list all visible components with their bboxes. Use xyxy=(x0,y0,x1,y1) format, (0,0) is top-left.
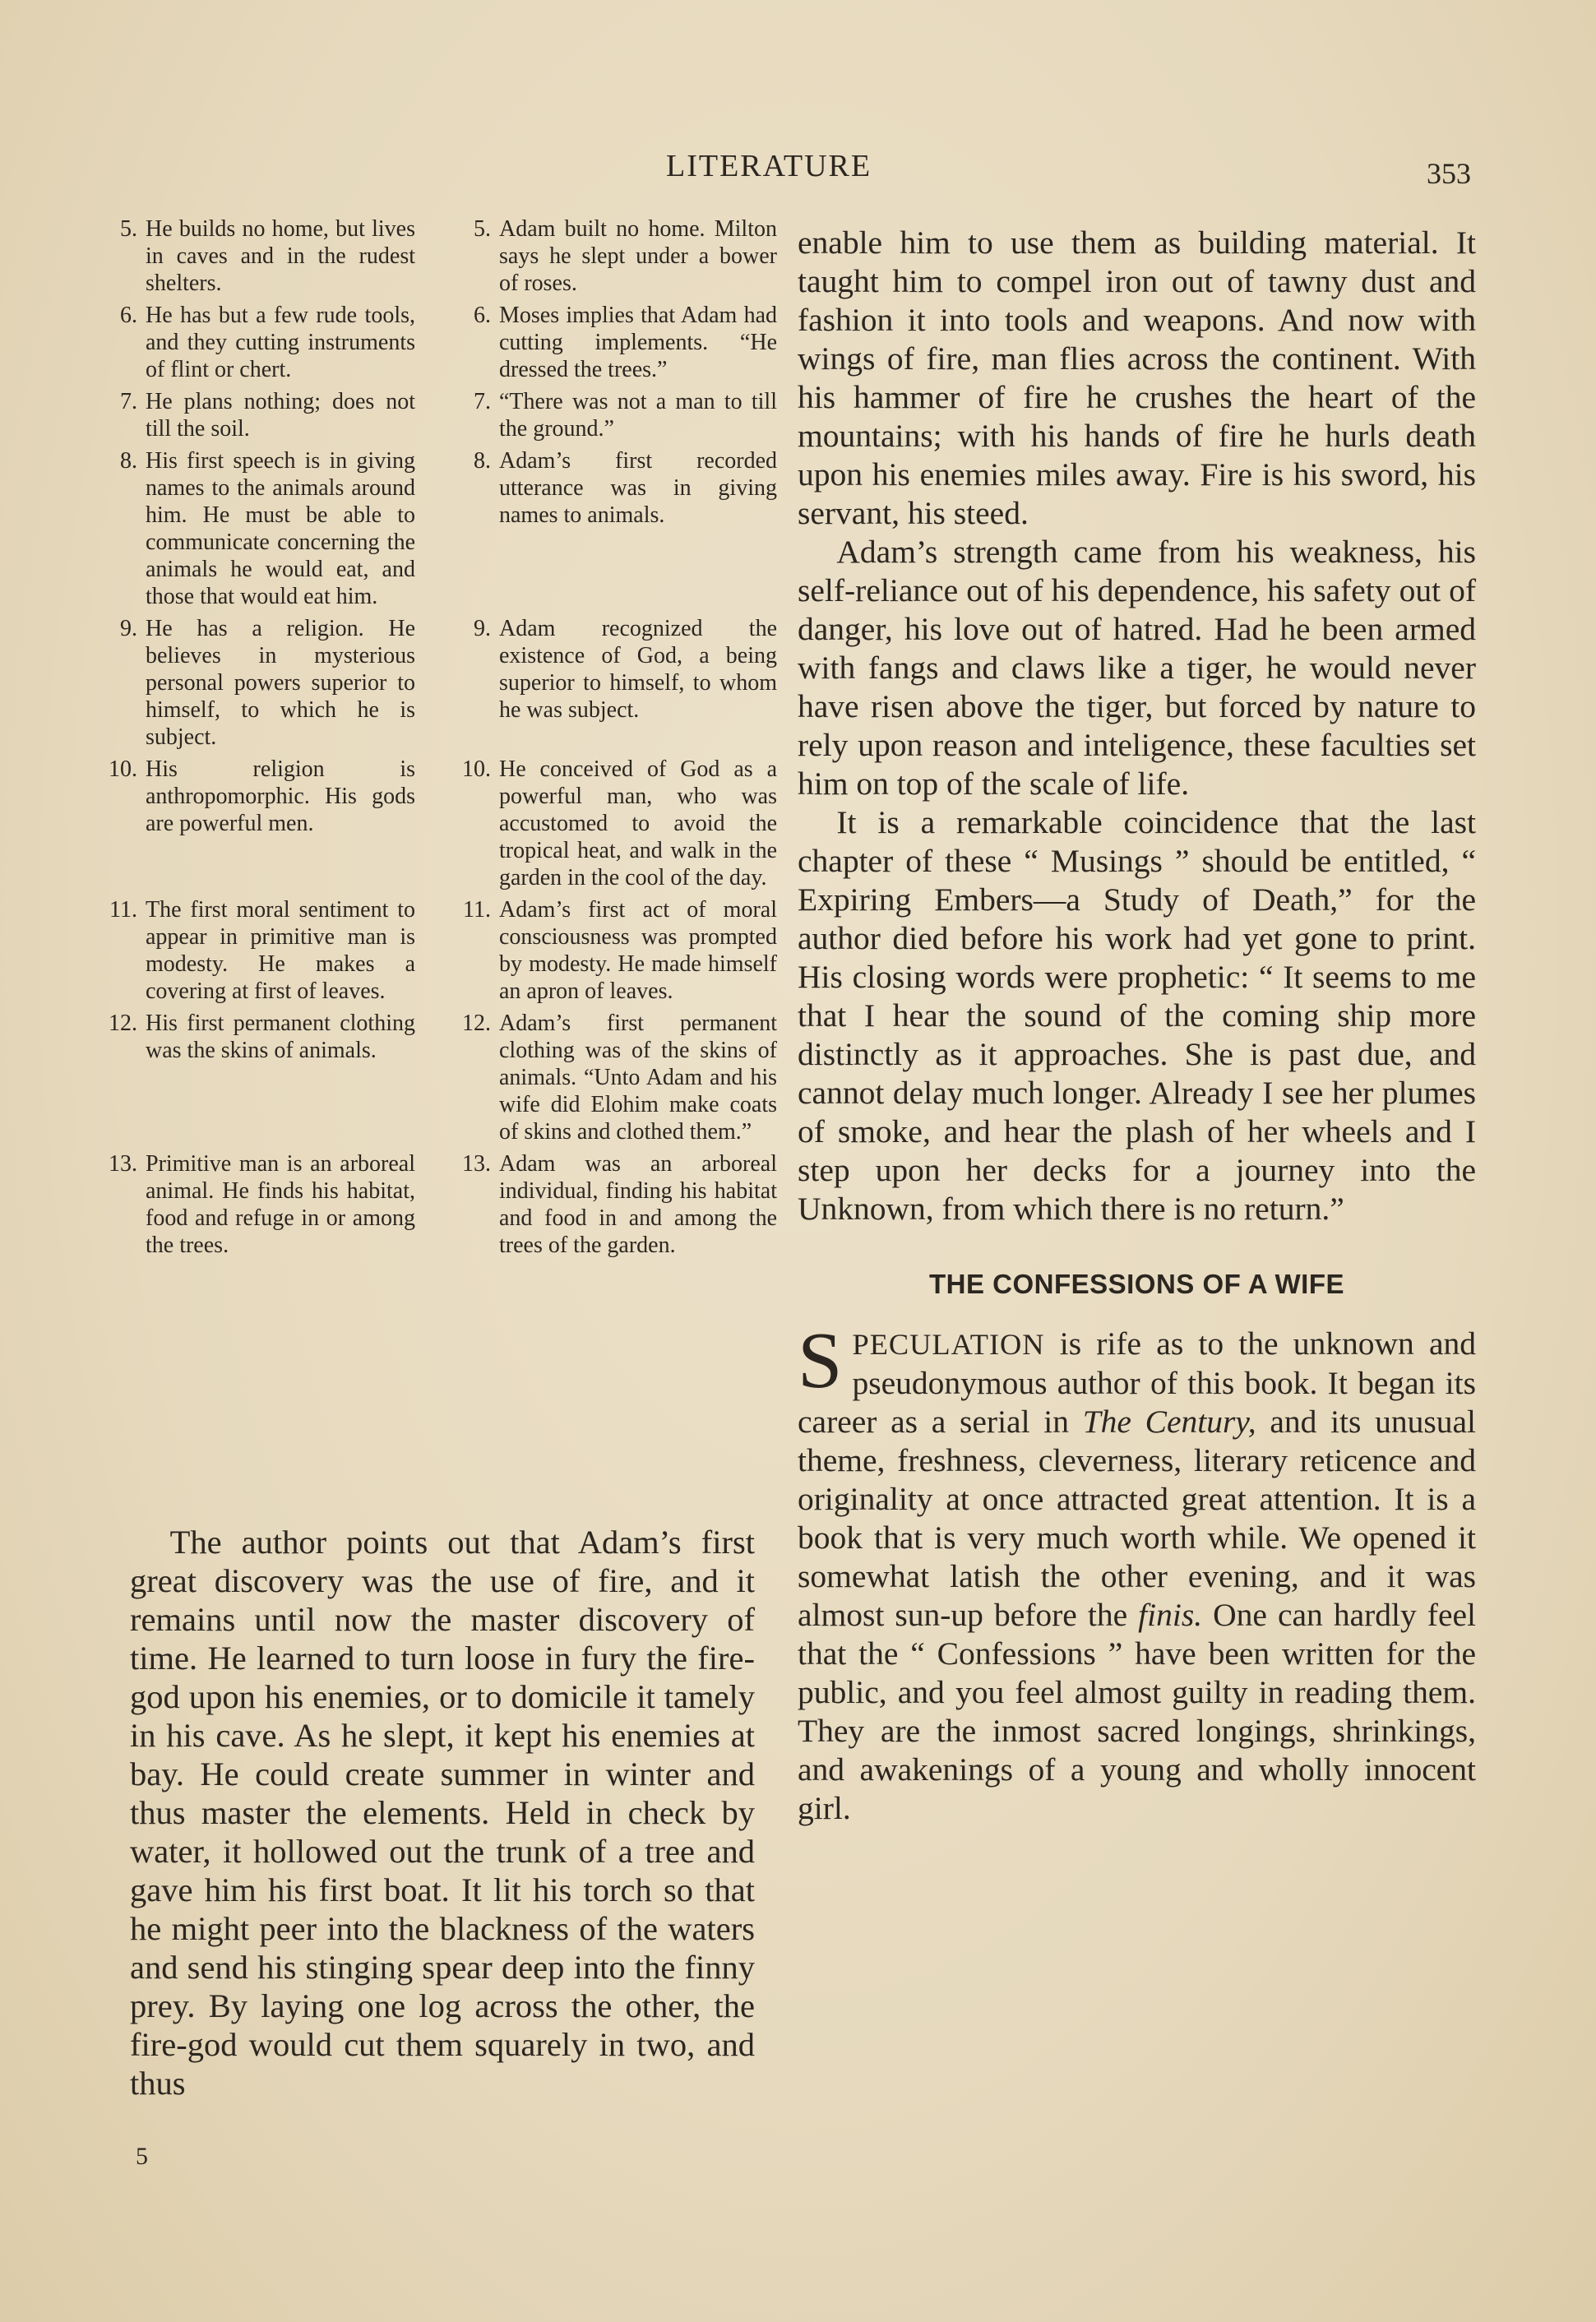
item-text: Adam was an arboreal individual, finding his habitat and food in and among the trees of the garden. xyxy=(499,1151,777,1258)
item-text: He has but a few rude tools, and they cutting instruments of flint or chert. xyxy=(146,303,415,382)
right-column xyxy=(798,224,1476,1828)
section-heading: THE CONFESSIONS OF A WIFE xyxy=(928,1269,1345,1299)
text-run: and its unusual theme, freshness, cleverness, literary reticence and originality at once attracted great attention. It is a book that is very much worth while. We opened it somewhat latish the other evening, and it was almost sun-up before the xyxy=(798,1404,1476,1633)
primitive-man-item xyxy=(86,615,415,751)
item-number: 8. xyxy=(120,448,137,474)
item-number: 12. xyxy=(462,1011,491,1036)
adam-item xyxy=(440,615,777,751)
comparison-row xyxy=(86,1010,777,1145)
left-body-text xyxy=(130,1523,755,2102)
comparison-row xyxy=(86,388,777,442)
comparison-row xyxy=(86,215,777,297)
paragraph: enable him to use them as building material. It taught him to compel iron out of tawny dust and fashion it into tools and weapons. And now with wings of fire, man flies across the continent. With his hammer of fire he crushes the heart of the mountains; with his hands of fire he hurls death upon his enemies miles away. Fire is his sword, his servant, his steed. xyxy=(798,224,1476,531)
small-caps-lead: PECULATION xyxy=(852,1328,1045,1361)
adam-item xyxy=(440,1150,777,1259)
item-number: 11. xyxy=(463,897,491,923)
primitive-man-item xyxy=(86,1010,415,1145)
item-number: 11. xyxy=(109,897,137,923)
adam-item xyxy=(440,302,777,383)
item-number: 6. xyxy=(120,303,137,328)
item-number: 5. xyxy=(474,216,491,242)
item-number: 7. xyxy=(474,389,491,414)
primitive-man-item xyxy=(86,302,415,383)
primitive-man-item xyxy=(86,388,415,442)
item-text: Adam recognized the existence of God, a being superior to himself, to whom he was subject. xyxy=(499,616,777,723)
item-number: 13. xyxy=(462,1151,491,1177)
item-text: His religion is anthropomorphic. His gods are powerful men. xyxy=(146,756,415,836)
comparison-row xyxy=(86,302,777,383)
drop-cap: S xyxy=(798,1316,843,1405)
item-text: He has a religion. He believes in mysterious personal powers superior to himself, to which he is subject. xyxy=(146,616,415,750)
item-text: Adam’s first act of moral consciousness was prompted by modesty. He made himself an apron of leaves. xyxy=(499,897,777,1004)
item-text: Moses implies that Adam had cutting implements. “He dressed the trees.” xyxy=(499,303,777,382)
adam-item xyxy=(440,1010,777,1145)
item-number: 8. xyxy=(474,448,491,474)
item-number: 13. xyxy=(109,1151,137,1177)
item-number: 9. xyxy=(474,616,491,641)
primitive-man-item xyxy=(86,896,415,1005)
item-text: He builds no home, but lives in caves and in the rudest shelters. xyxy=(146,216,415,296)
comparison-list xyxy=(86,215,777,1264)
item-text: He plans nothing; does not till the soil. xyxy=(146,389,415,442)
running-title: LITERATURE xyxy=(666,149,872,183)
item-number: 9. xyxy=(120,616,137,641)
book-title-italic: The Century, xyxy=(1082,1404,1256,1440)
item-text: His first permanent clothing was the skins of animals. xyxy=(146,1011,415,1063)
comparison-row xyxy=(86,447,777,610)
item-text: He conceived of God as a powerful man, who was accustomed to avoid the tropical heat, and walk in the garden in the cool of the day. xyxy=(499,756,777,890)
item-text: Adam built no home. Milton says he slept under a bower of roses. xyxy=(499,216,777,296)
adam-item xyxy=(440,447,777,610)
item-text: The first moral sentiment to appear in primitive man is modesty. He makes a covering at first of leaves. xyxy=(146,897,415,1004)
item-text: Primitive man is an arboreal animal. He finds his habitat, food and refuge in or among the trees. xyxy=(146,1151,415,1258)
adam-item xyxy=(440,215,777,297)
primitive-man-item xyxy=(86,215,415,297)
item-text: Adam’s first recorded utterance was in giving names to animals. xyxy=(499,448,777,528)
text-run: One can hardly feel that the “ Confessions ” have been written for the public, and you feel almost guilty in reading them. They are the inmost sacred longings, shrinkings, and awakenings of a young and wholly innocent girl. xyxy=(798,1597,1476,1826)
item-number: 10. xyxy=(462,756,491,782)
paragraph: Adam’s strength came from his weakness, his self-reliance out of his dependence, his safety out of danger, his love out of hatred. Had he been armed with fangs and claws like a tiger, he would never have risen above the tiger, but forced by nature to rely upon reason and inteligence, these faculties set him on top of the scale of life. xyxy=(798,534,1476,802)
paragraph: The author points out that Adam’s first great discovery was the use of fire, and it remains until now the master discovery of time. He learned to turn loose in fury the fire-god upon his enemies, or to domicile it tamely in his cave. As he slept, it kept his enemies at bay. He could create summer in winter and thus master the elements. Held in check by water, it hollowed out the trunk of a tree and gave him his first boat. It lit his torch so that he might peer into the blackness of the waters and send his stinging spear deep into the finny prey. By laying one log across the other, the fire-god would cut them squarely in two, and thus xyxy=(130,1524,755,2102)
item-text: “There was not a man to till the ground.” xyxy=(499,389,777,442)
primitive-man-item xyxy=(86,1150,415,1259)
comparison-row xyxy=(86,615,777,751)
item-number: 7. xyxy=(120,389,137,414)
comparison-row xyxy=(86,896,777,1005)
comparison-row xyxy=(86,1150,777,1259)
item-text: Adam’s first permanent clothing was of the skins of animals. “Unto Adam and his wife did Elohim make coats of skins and clothed them.” xyxy=(499,1011,777,1145)
adam-item xyxy=(440,388,777,442)
adam-item xyxy=(440,896,777,1005)
page-number: 353 xyxy=(1427,157,1471,190)
item-number: 10. xyxy=(109,756,137,782)
text-run: is rife as to the unknown and pseudonymous author of this book. It began its career as a serial in xyxy=(798,1325,1476,1440)
item-number: 12. xyxy=(109,1011,137,1036)
adam-item xyxy=(440,756,777,891)
primitive-man-item xyxy=(86,756,415,891)
item-number: 5. xyxy=(120,216,137,242)
paragraph: It is a remarkable coincidence that the last chapter of these “ Musings ” should be entitled, “ Expiring Embers—a Study of Death,” for the author died before his work had yet gone to print. His closing words were prophetic: “ It seems to me that I hear the sound of the coming ship more distinctly as it approaches. She is past due, and cannot delay much longer. Already I see her plumes of smoke, and hear the plash of her wheels and I step upon her decks for a journey into the Unknown, from which there is no return.” xyxy=(798,804,1476,1227)
item-number: 6. xyxy=(474,303,491,328)
signature-mark: 5 xyxy=(136,2143,148,2170)
review-paragraph xyxy=(798,1316,1476,1828)
primitive-man-item xyxy=(86,447,415,610)
comparison-row xyxy=(86,756,777,891)
italic-word: finis. xyxy=(1138,1597,1203,1633)
item-text: His first speech is in giving names to the animals around him. He must be able to communicate concerning the animals he would eat, and those that would eat him. xyxy=(146,448,415,609)
